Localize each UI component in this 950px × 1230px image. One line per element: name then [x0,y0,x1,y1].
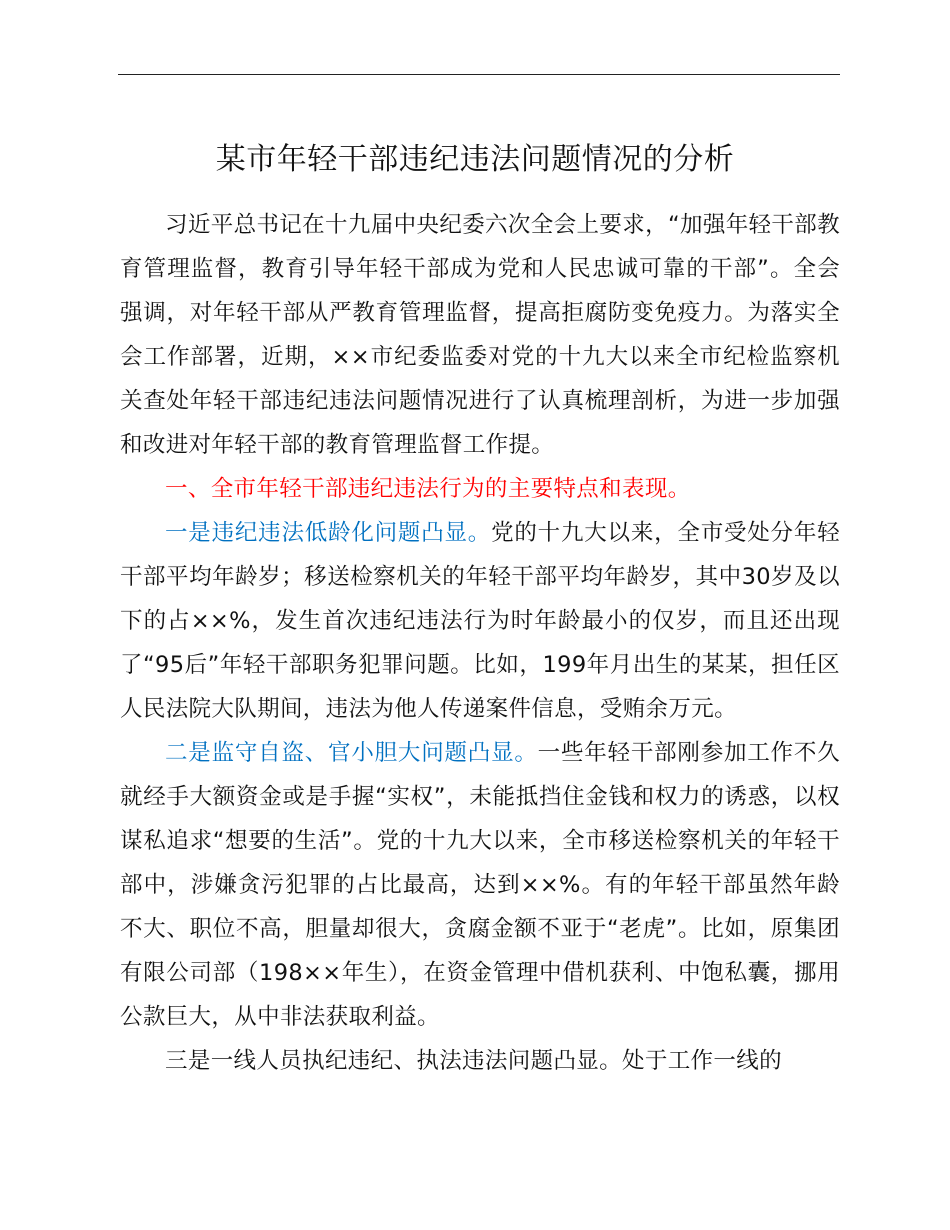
document-body [120,203,840,1083]
point-1-heading: 一是违纪违法低龄化问题凸显。 [165,520,492,546]
point-2-body: 一些年轻干部刚参加工作不久就经手大额资金或是手握“实权”，未能抵挡住金钱和权力的诱惑，以权谋私追求“想要的生活”。党的十九大以来，全市移送检察机关的年轻干部中，涉嫌贪污犯罪的占比最高，达到××%。有的年轻干部虽然年龄不大、职位不高，胆量却很大，贪腐金额不亚于“老虎”。比如，原集团有限公司部（198××年生），在资金管理中借机获利、中饱私囊，挪用公款巨大，从中非法获取利益。 [120,740,840,1030]
point-1-body: 党的十九大以来，全市受处分年轻干部平均年龄岁；移送检察机关的年轻干部平均年龄岁，其中30岁及以下的占××%，发生首次违纪违法行为时年龄最小的仅岁，而且还出现了“95后”年轻干部职务犯罪问题。比如，199年月出生的某某，担任区人民法院大队期间，违法为他人传递案件信息，受贿余万元。 [120,520,840,722]
point-1-paragraph [120,511,840,731]
point-3-paragraph: 三是一线人员执纪违纪、执法违法问题凸显。处于工作一线的 [165,1048,782,1074]
intro-paragraph: 习近平总书记在十九届中央纪委六次全会上要求，“加强年轻干部教育管理监督，教育引导年轻干部成为党和人民忠诚可靠的干部”。全会强调，对年轻干部从严教育管理监督，提高拒腐防变免疫力。为落实全会工作部署，近期，××市纪委监委对党的十九大以来全市纪检监察机关查处年轻干部违纪违法问题情况进行了认真梳理剖析，为进一步加强和改进对年轻干部的教育管理监督工作提。 [120,212,840,458]
point-2-heading: 二是监守自盗、官小胆大问题凸显。 [165,740,538,766]
document-title: 某市年轻干部违纪违法问题情况的分析 [215,142,735,177]
point-2-paragraph [120,731,840,1039]
section-heading-1: 一、全市年轻干部违纪违法行为的主要特点和表现。 [165,476,691,502]
header-rule [118,74,840,75]
